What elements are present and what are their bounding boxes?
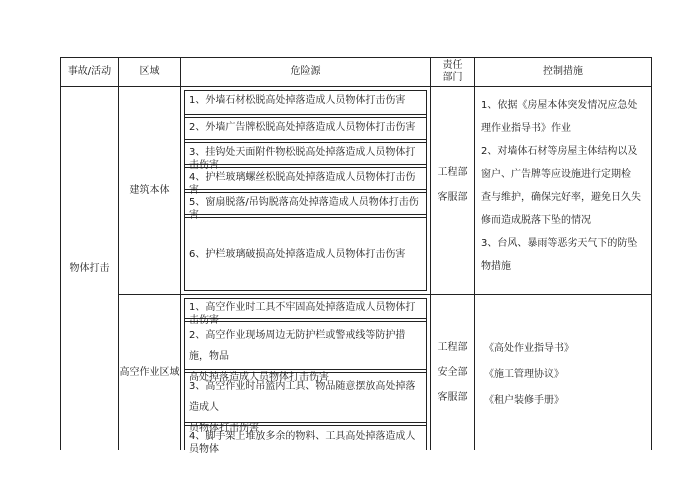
measure-line: 窗户、广告牌等应设施进行定期检 — [481, 169, 631, 180]
hazard-item: 3、挂钩处天面附件物松脱高处掉落造成人员物体打击伤害 — [189, 147, 416, 171]
hazard-line — [184, 298, 427, 299]
measure-line: 2、对墙体石材等房屋主体结构以及 — [481, 146, 638, 157]
department-label: 安全部 — [437, 367, 468, 378]
measure-line: 物措施 — [481, 261, 511, 272]
col-divider-4 — [474, 57, 475, 450]
measure-line: 修而造成脱落下坠的情况 — [481, 215, 591, 226]
activity-cell: 物体打击 — [69, 262, 110, 274]
header-activity: 事故/活动 — [67, 66, 112, 77]
department-label: 客服部 — [437, 192, 468, 203]
hazard-line-text: 高处掉落造成人员物体打击伤害 — [189, 372, 329, 383]
measures-high-altitude — [484, 336, 644, 414]
hazard-line-text: 员物体打击伤害 — [189, 423, 259, 434]
hazard-item: 4、护栏玻璃螺丝松脱高处掉落造成人员物体打击伤害 — [189, 172, 416, 196]
measure-line: 1、依据《房屋本体突发情况应急处 — [481, 100, 638, 111]
hazard-item: 4、脚手架上堆放多余的物料、工具高处掉落造成人员物体 — [189, 431, 416, 455]
hazard-item: 1、高空作业时工具不牢固高处掉落造成人员物体打击伤害 — [189, 302, 416, 326]
measure-line: 理作业指导书》作业 — [481, 123, 571, 134]
header-department — [431, 58, 474, 86]
hazard-line — [184, 90, 427, 91]
measure-line: 3、台风、暴雨等恶劣天气下的防坠 — [481, 238, 638, 249]
header-measures: 控制措施 — [543, 66, 583, 77]
hazard-item: 5、窗扇脱落/吊钩脱落高处掉落造成人员物体打击伤害 — [189, 197, 419, 221]
measures-building — [481, 94, 649, 278]
measure-line: 《租户装修手册》 — [484, 395, 564, 406]
hazard-line — [184, 290, 427, 291]
table-right-border — [651, 57, 652, 450]
col-divider-2 — [180, 57, 181, 450]
departments-high-altitude — [431, 335, 474, 410]
hazard-line — [184, 139, 427, 140]
hazard-line — [184, 142, 427, 143]
section-divider — [118, 294, 652, 295]
hazard-box-right-1 — [426, 90, 427, 290]
measure-line: 查与维护，确保完好率，避免日久失 — [481, 192, 641, 203]
hazard-line-text: 3、高空作业时吊篮内工具、物品随意摆放高处掉落造成人 — [189, 381, 416, 413]
measure-line: 《高处作业指导书》 — [484, 343, 574, 354]
department-label: 工程部 — [437, 342, 468, 353]
header-department-line2: 部门 — [442, 72, 463, 83]
hazard-line — [184, 114, 427, 115]
hazard-item: 6、护栏玻璃破损高处掉落造成人员物体打击伤害 — [189, 249, 406, 260]
departments-building — [431, 160, 474, 210]
hazard-item: 2、外墙广告牌松脱高处掉落造成人员物体打击伤害 — [189, 122, 416, 133]
header-hazard: 危险源 — [290, 66, 321, 77]
hazard-item: 1、外墙石材松脱高处掉落造成人员物体打击伤害 — [189, 95, 406, 106]
department-label: 客服部 — [437, 392, 468, 403]
department-label: 工程部 — [437, 167, 468, 178]
area-high-altitude: 高空作业区域 — [119, 366, 180, 378]
hazard-line — [184, 117, 427, 118]
header-area: 区域 — [139, 66, 160, 77]
header-department-line1: 责任 — [442, 60, 463, 71]
measure-line: 《施工管理协议》 — [484, 369, 564, 380]
hazard-line-text: 2、高空作业现场周边无防护栏或警戒线等防护措施，物品 — [189, 330, 406, 362]
area-building: 建筑本体 — [129, 184, 170, 196]
